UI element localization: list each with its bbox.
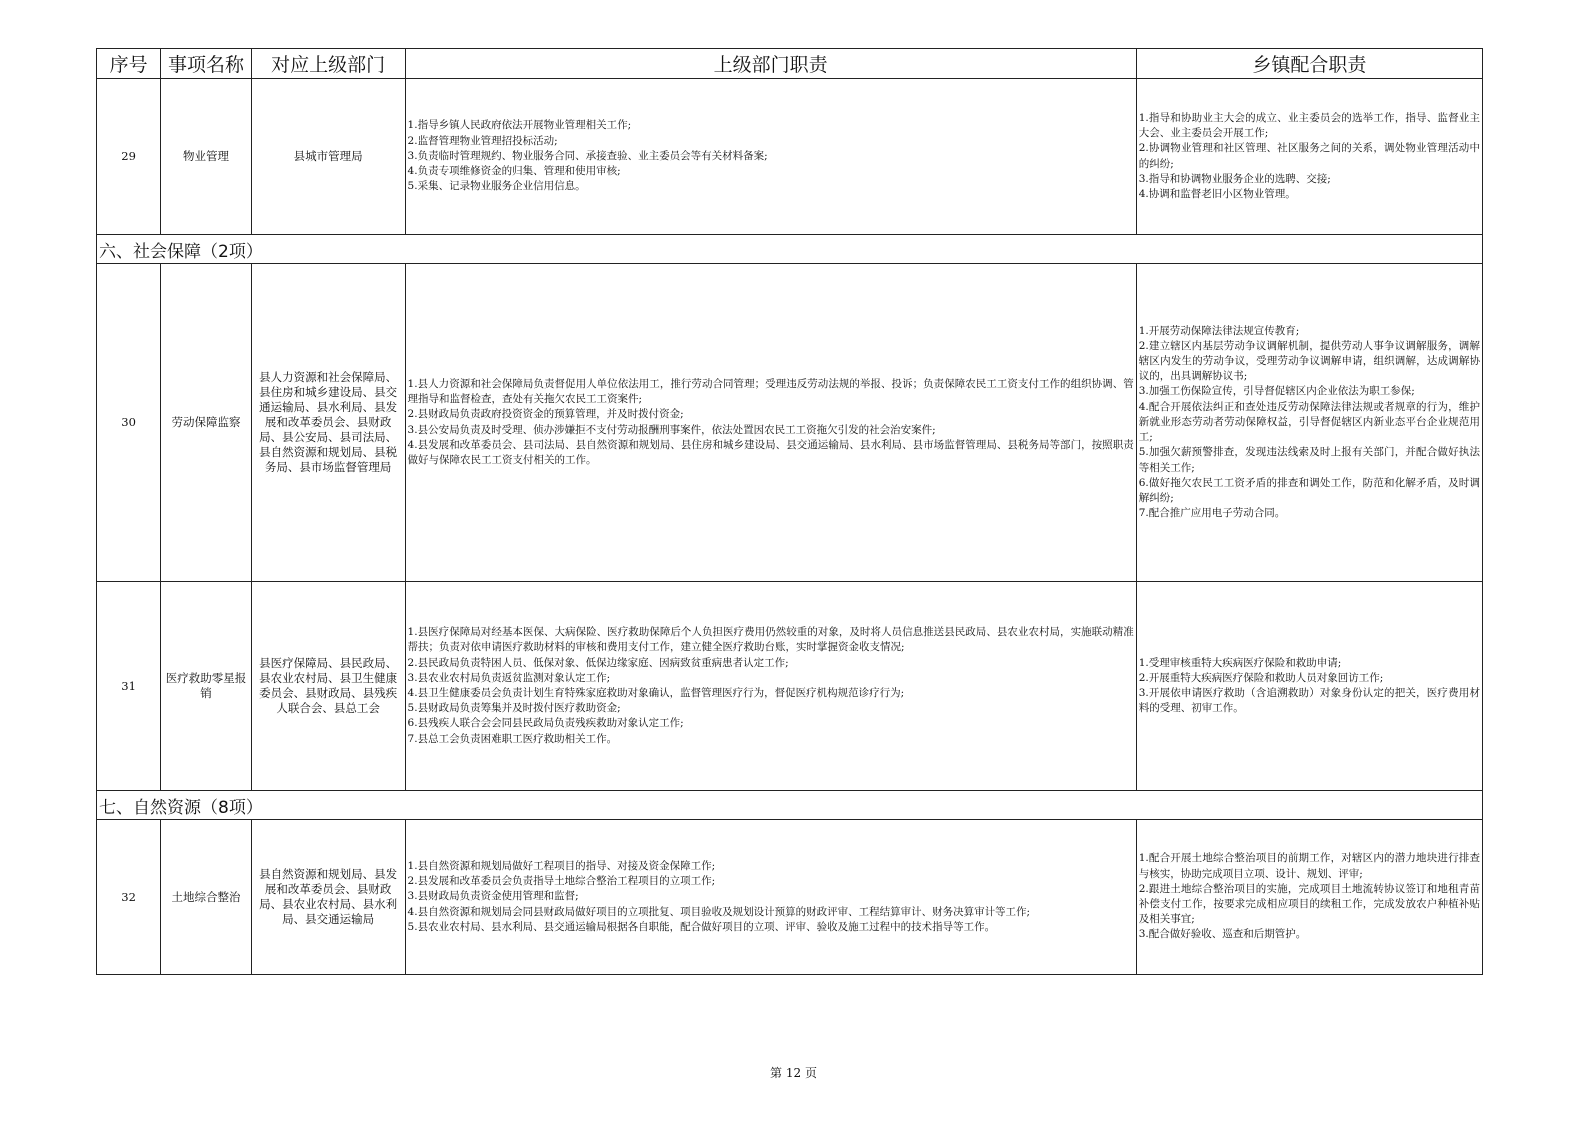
row-upper-responsibility <box>405 79 1136 235</box>
row-item-name: 劳动保障监察 <box>161 264 252 582</box>
header-seq: 序号 <box>97 49 161 79</box>
town-line: 2.建立辖区内基层劳动争议调解机制，提供劳动人事争议调解服务，调解辖区内发生的劳动争议，受理劳动争议调解申请，组织调解，达成调解协议的，出具调解协议书; <box>1138 339 1480 383</box>
row-seq: 30 <box>97 264 161 582</box>
upper-line: 1.县医疗保障局对经基本医保、大病保险、医疗救助保障后个人负担医疗费用仍然较重的对象，及时将人员信息推送县民政局、县农业农村局，实施联动精准帮扶；负责对依申请医疗救助材料的审核和费用支付工作，建立健全医疗救助台账，实时掌握资金收支情况; <box>407 626 1134 654</box>
row-town-responsibility <box>1136 820 1482 975</box>
town-line: 3.指导和协调物业服务企业的选聘、交接; <box>1138 172 1331 185</box>
town-line: 7.配合推广应用电子劳动合同。 <box>1138 507 1286 520</box>
upper-line: 1.县自然资源和规划局做好工程项目的指导、对接及资金保障工作; <box>407 859 716 872</box>
upper-line: 3.县财政局负责资金使用管理和监督; <box>407 890 579 903</box>
row-item-name: 物业管理 <box>161 79 252 235</box>
town-line: 1.指导和协助业主大会的成立、业主委员会的选举工作，指导、监督业主大会、业主委员会开展工作; <box>1138 111 1480 140</box>
town-line: 3.配合做好验收、巡查和后期管护。 <box>1138 928 1307 941</box>
header-town-responsibility: 乡镇配合职责 <box>1136 49 1482 79</box>
town-line: 1.配合开展土地综合整治项目的前期工作，对辖区内的潜力地块进行排查与核实，协助完成项目立项、设计、规划、评审; <box>1138 852 1480 880</box>
header-item-name: 事项名称 <box>161 49 252 79</box>
upper-line: 3.县公安局负责及时受理、侦办涉嫌拒不支付劳动报酬刑事案件，依法处置因农民工工资拖欠引发的社会治安案件; <box>407 423 936 436</box>
upper-line: 2.县民政局负责特困人员、低保对象、低保边缘家庭、因病致贫重病患者认定工作; <box>407 656 789 669</box>
upper-line: 1.指导乡镇人民政府依法开展物业管理相关工作; <box>407 119 632 132</box>
row-dept: 县人力资源和社会保障局、县住房和城乡建设局、县交通运输局、县水利局、县发展和改革委员会、县财政局、县公安局、县司法局、县自然资源和规划局、县税务局、县市场监督管理局 <box>251 264 405 582</box>
responsibility-table <box>96 48 1483 975</box>
town-line: 2.协调物业管理和社区管理、社区服务之间的关系，调处物业管理活动中的纠纷; <box>1138 142 1480 170</box>
upper-line: 7.县总工会负责困难职工医疗救助相关工作。 <box>407 732 618 745</box>
row-dept: 县城市管理局 <box>251 79 405 235</box>
upper-line: 4.县发展和改革委员会、县司法局、县自然资源和规划局、县住房和城乡建设局、县交通运输局、县水利局、县市场监督管理局、县税务局等部门，按照职责做好与保障农民工工资支付相关的工作。 <box>407 438 1134 466</box>
table-row <box>97 79 1483 235</box>
row-seq: 31 <box>97 582 161 791</box>
town-line: 3.加强工伤保险宣传，引导督促辖区内企业依法为职工参保; <box>1138 385 1415 398</box>
row-item-name: 土地综合整治 <box>161 820 252 975</box>
table-row <box>97 820 1483 975</box>
section-row <box>97 791 1483 820</box>
town-line: 6.做好拖欠农民工工资矛盾的排查和调处工作，防范和化解矛盾，及时调解纠纷; <box>1138 476 1480 504</box>
upper-line: 2.县发展和改革委员会负责指导土地综合整治工程项目的立项工作; <box>407 875 716 888</box>
row-dept: 县医疗保障局、县民政局、县农业农村局、县卫生健康委员会、县财政局、县残疾人联合会、县总工会 <box>251 582 405 791</box>
upper-line: 3.县农业农村局负责返贫监测对象认定工作; <box>407 671 611 684</box>
page-number: 第 12 页 <box>770 1066 817 1080</box>
town-line: 1.受理审核重特大疾病医疗保险和救助申请; <box>1138 656 1342 669</box>
upper-line: 2.监督管理物业管理招投标活动; <box>407 134 558 147</box>
town-line: 5.加强欠薪预警排查，发现违法线索及时上报有关部门，并配合做好执法等相关工作; <box>1138 446 1480 474</box>
upper-line: 4.县卫生健康委员会负责计划生育特殊家庭救助对象确认，监督管理医疗行为，督促医疗机构规范诊疗行为; <box>407 687 905 699</box>
town-line: 2.跟进土地综合整治项目的实施，完成项目土地流转协议签订和地租青苗补偿支付工作，按要求完成相应项目的续租工作，完成发放农户种植补贴及相关事宜; <box>1138 882 1480 926</box>
town-line: 4.协调和监督老旧小区物业管理。 <box>1138 187 1296 200</box>
town-line: 2.开展重特大疾病医疗保险和救助人员对象回访工作; <box>1138 671 1384 684</box>
section-row <box>97 235 1483 264</box>
upper-line: 2.县财政局负责政府投资资金的预算管理，并及时拨付资金; <box>407 408 684 421</box>
table-row <box>97 582 1483 791</box>
row-item-name: 医疗救助零星报销 <box>161 582 252 791</box>
upper-line: 3.负责临时管理规约、物业服务合同、承接查验、业主委员会等有关材料备案; <box>407 149 768 162</box>
row-upper-responsibility <box>405 582 1136 791</box>
section-title: 七、自然资源（8项） <box>97 791 1483 820</box>
header-upper-dept: 对应上级部门 <box>251 49 405 79</box>
upper-line: 4.县自然资源和规划局会同县财政局做好项目的立项批复、项目验收及规划设计预算的财政评审、工程结算审计、财务决算审计等工作; <box>407 905 1031 918</box>
upper-line: 4.负责专项维修资金的归集、管理和使用审核; <box>407 165 621 178</box>
row-seq: 32 <box>97 820 161 975</box>
row-upper-responsibility <box>405 820 1136 975</box>
table-header-row <box>97 49 1483 79</box>
upper-line: 1.县人力资源和社会保障局负责督促用人单位依法用工，推行劳动合同管理；受理违反劳动法规的举报、投诉；负责保障农民工工资支付工作的组织协调、管理指导和监督检查，查处有关拖欠农民工工资案件; <box>407 377 1134 406</box>
town-line: 3.开展依申请医疗救助（含追溯救助）对象身份认定的把关，医疗费用材料的受理、初审工作。 <box>1138 687 1480 715</box>
section-title: 六、社会保障（2项） <box>97 235 1483 264</box>
row-town-responsibility <box>1136 582 1482 791</box>
table-row <box>97 264 1483 582</box>
town-line: 4.配合开展依法纠正和查处违反劳动保障法律法规或者规章的行为，维护新就业形态劳动者劳动保障权益，引导督促辖区内新业态平台企业规范用工; <box>1138 400 1480 444</box>
upper-line: 5.县财政局负责筹集并及时拨付医疗救助资金; <box>407 702 621 715</box>
upper-line: 5.县农业农村局、县水利局、县交通运输局根据各自职能，配合做好项目的立项、评审、验收及施工过程中的技术指导等工作。 <box>407 920 996 933</box>
row-seq: 29 <box>97 79 161 235</box>
row-town-responsibility <box>1136 264 1482 582</box>
row-town-responsibility <box>1136 79 1482 235</box>
row-dept: 县自然资源和规划局、县发展和改革委员会、县财政局、县农业农村局、县水利局、县交通运输局 <box>251 820 405 975</box>
header-upper-responsibility: 上级部门职责 <box>405 49 1136 79</box>
upper-line: 5.采集、记录物业服务企业信用信息。 <box>407 180 586 193</box>
town-line: 1.开展劳动保障法律法规宣传教育; <box>1138 324 1300 337</box>
upper-line: 6.县残疾人联合会会同县民政局负责残疾救助对象认定工作; <box>407 717 684 730</box>
row-upper-responsibility <box>405 264 1136 582</box>
